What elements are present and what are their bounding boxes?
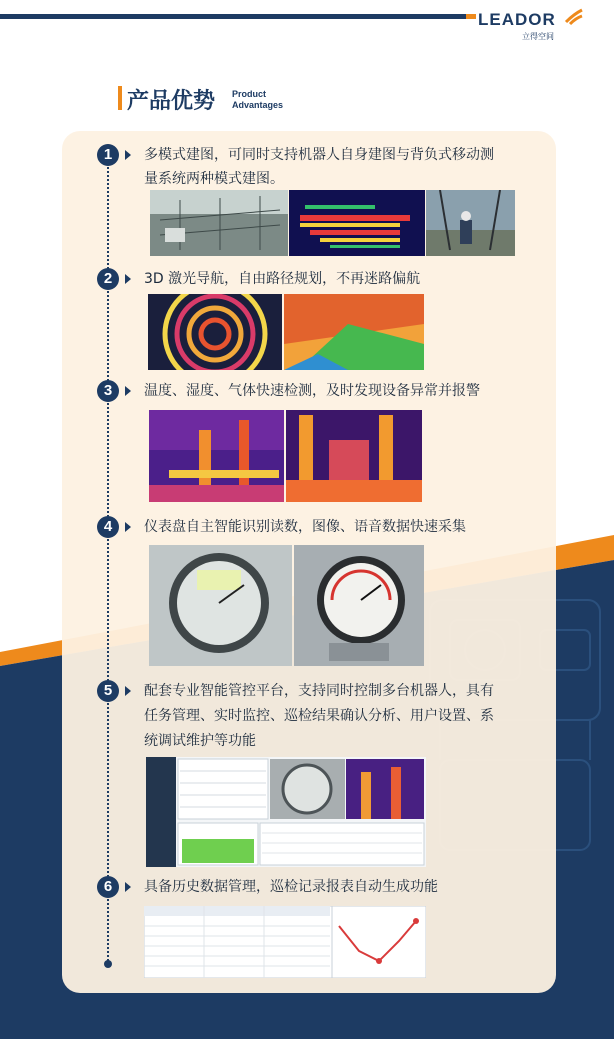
feature-5-line1: 配套专业智能管控平台，支持同时控制多台机器人，具有	[144, 683, 494, 699]
feature-5-text	[144, 679, 494, 754]
feature-6-number: 6	[97, 876, 119, 898]
feature-2-images	[148, 294, 424, 370]
arrow-right-icon	[125, 882, 131, 892]
feature-6-text: 具备历史数据管理，巡检记录报表自动生成功能	[144, 879, 438, 895]
feature-5-line2: 任务管理、实时监控、巡检结果确认分析、用户设置、系	[144, 708, 494, 724]
arrow-right-icon	[125, 686, 131, 696]
header-accent	[466, 14, 476, 19]
feature-1-line2: 量系统两种模式建图。	[144, 171, 284, 187]
timeline-end-dot	[104, 960, 112, 968]
title-english-line2: Advantages	[232, 100, 284, 110]
thermal-photos	[149, 410, 422, 502]
arrow-right-icon	[125, 386, 131, 396]
report-screenshot	[144, 906, 426, 978]
feature-3-images	[149, 410, 422, 502]
feature-5-line3: 统调试维护等功能	[144, 733, 256, 749]
feature-5-number: 5	[97, 680, 119, 702]
brand-wordmark: LEADOR	[478, 10, 556, 29]
feature-2-number: 2	[97, 268, 119, 290]
feature-5-images	[146, 757, 426, 867]
feature-1-line1: 多模式建图，可同时支持机器人自身建图与背负式移动测	[144, 147, 494, 163]
control-platform-screenshot	[146, 757, 426, 867]
arrow-right-icon	[125, 274, 131, 284]
feature-1-text	[144, 143, 494, 191]
title-accent-bar	[118, 86, 122, 110]
brand-subtitle: 立得空间	[522, 32, 554, 41]
feature-1-images	[150, 190, 515, 256]
feature-3-text: 温度、湿度、气体快速检测，及时发现设备异常并报警	[144, 383, 480, 399]
arrow-right-icon	[125, 522, 131, 532]
feature-1-number: 1	[97, 144, 119, 166]
feature-4-number: 4	[97, 516, 119, 538]
header-bar	[0, 14, 466, 19]
arrow-right-icon	[125, 150, 131, 160]
title-english-line1: Product	[232, 89, 267, 99]
feature-4-text: 仪表盘自主智能识别读数，图像、语音数据快速采集	[144, 519, 466, 535]
brand-logo	[478, 6, 588, 42]
mapping-photos	[150, 190, 515, 256]
feature-4-images	[149, 545, 424, 666]
feature-6-images	[144, 906, 426, 978]
page-title: 产品优势	[127, 89, 216, 114]
laser-nav-photos	[148, 294, 424, 370]
feature-2-text: 3D 激光导航，自由路径规划，不再迷路偏航	[144, 271, 421, 287]
feature-3-number: 3	[97, 380, 119, 402]
signal-arcs-icon	[562, 6, 586, 26]
page-title-english	[232, 89, 283, 111]
gauge-photos	[149, 545, 424, 666]
